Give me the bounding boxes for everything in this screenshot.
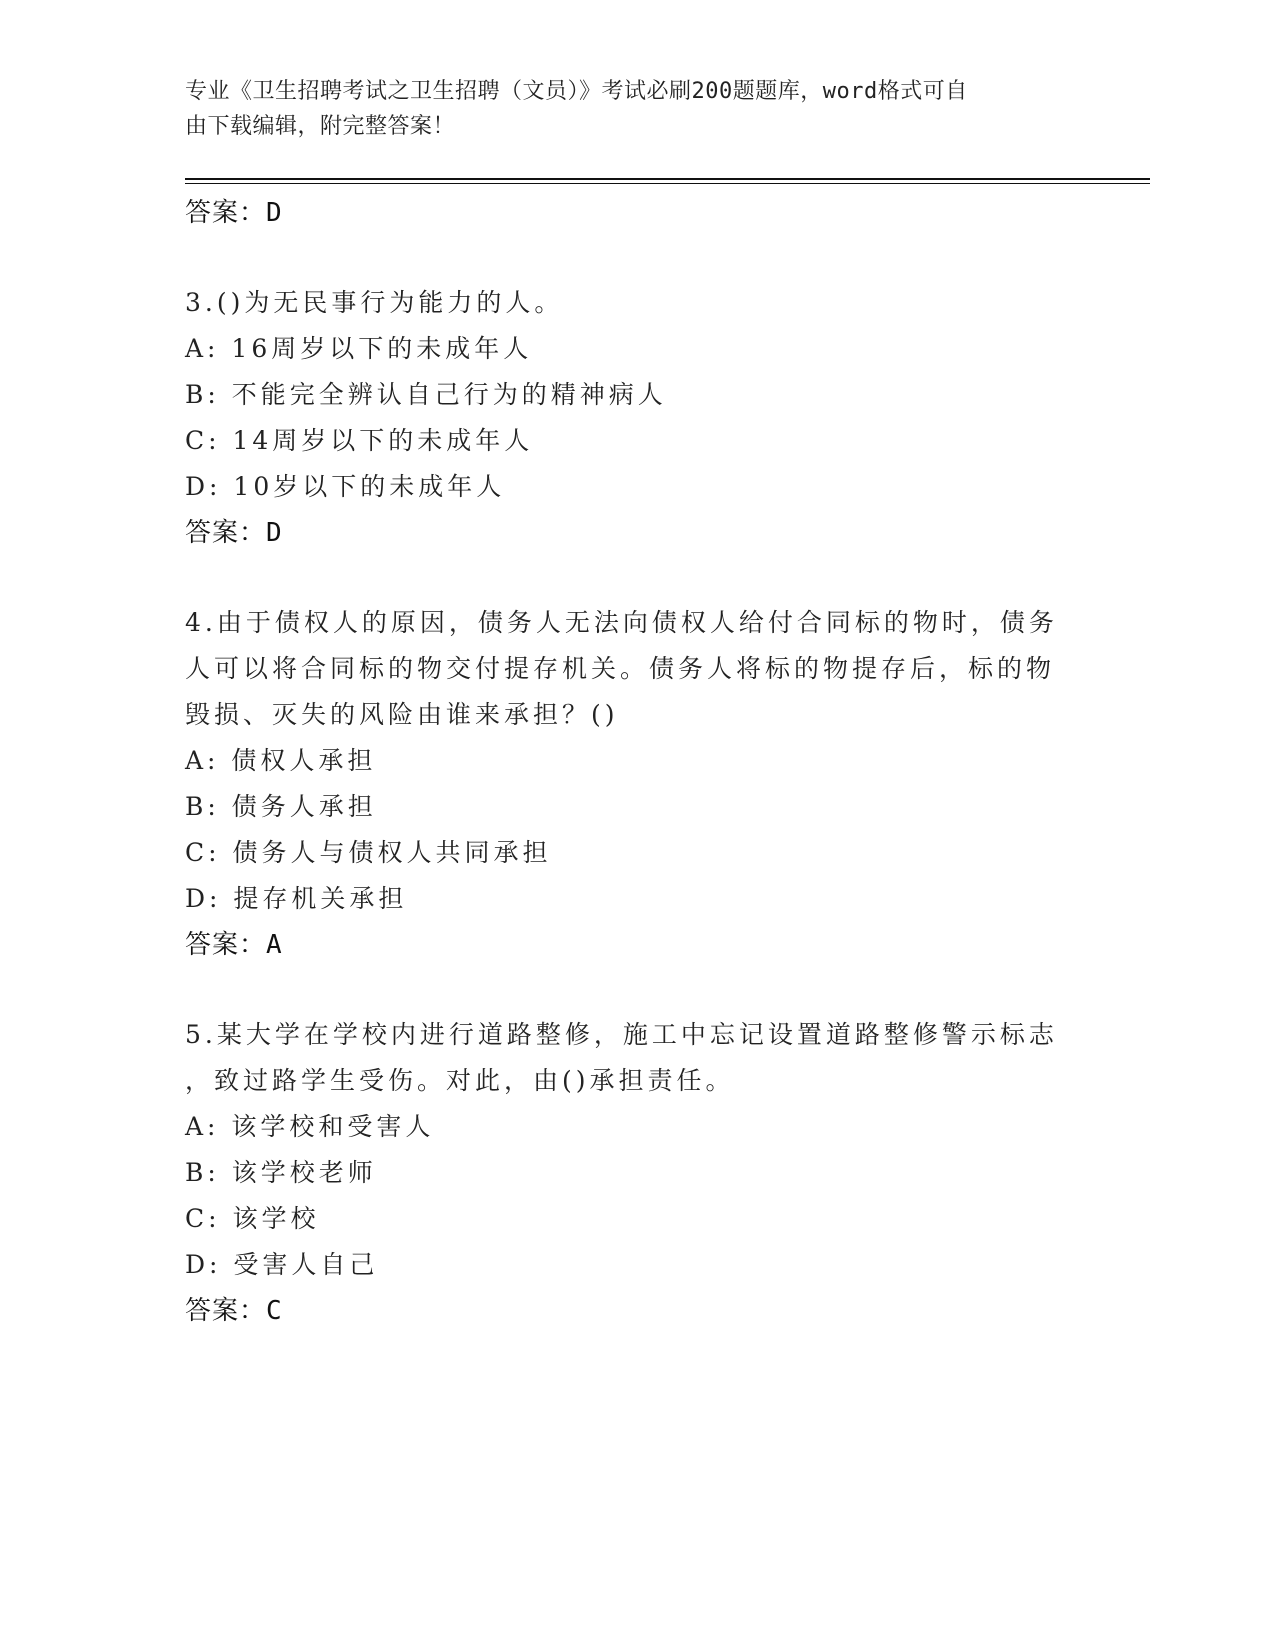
- answer-line: 答案：D: [185, 198, 283, 228]
- option-b: B: 债务人承担: [185, 792, 377, 821]
- question-block: [185, 280, 1065, 556]
- question-text: ，致过路学生受伤。对此，由()承担责任。: [185, 1066, 735, 1095]
- document-header: [185, 74, 1065, 144]
- option-b: B: 不能完全辨认自己行为的精神病人: [185, 380, 667, 409]
- question-text: 毁损、灭失的风险由谁来承担？(): [185, 700, 619, 729]
- option-c: C: 债务人与债权人共同承担: [185, 838, 552, 867]
- answer-line: 答案：A: [185, 930, 283, 960]
- option-a: A: 该学校和受害人: [185, 1112, 435, 1141]
- option-a: A: 债权人承担: [185, 746, 377, 775]
- answer-line: 答案：D: [185, 518, 283, 548]
- header-divider-thin: [185, 183, 1150, 184]
- question-text: 3.()为无民事行为能力的人。: [185, 288, 564, 317]
- question-list: [185, 190, 1065, 1334]
- question-text: 5.某大学在学校内进行道路整修，施工中忘记设置道路整修警示标志: [185, 1020, 1058, 1049]
- option-a: A: 16周岁以下的未成年人: [185, 334, 533, 363]
- header-line-1: 专业《卫生招聘考试之卫生招聘（文员）》考试必刷200题题库，word格式可自: [185, 79, 968, 104]
- header-divider-thick: [185, 178, 1150, 180]
- option-b: B: 该学校老师: [185, 1158, 377, 1187]
- question-text: 4.由于债权人的原因，债务人无法向债权人给付合同标的物时，债务: [185, 608, 1058, 637]
- option-d: D: 受害人自己: [185, 1250, 379, 1279]
- option-c: C: 14周岁以下的未成年人: [185, 426, 534, 455]
- question-block: [185, 1012, 1065, 1334]
- spacer: [185, 236, 1065, 280]
- header-line-2: 由下载编辑，附完整答案！: [185, 114, 456, 139]
- question-block: [185, 600, 1065, 968]
- question-text: 人可以将合同标的物交付提存机关。债务人将标的物提存后，标的物: [185, 654, 1056, 683]
- spacer: [185, 968, 1065, 1012]
- spacer: [185, 556, 1065, 600]
- option-c: C: 该学校: [185, 1204, 320, 1233]
- answer-line: 答案：C: [185, 1296, 283, 1326]
- option-d: D: 提存机关承担: [185, 884, 408, 913]
- option-d: D: 10岁以下的未成年人: [185, 472, 506, 501]
